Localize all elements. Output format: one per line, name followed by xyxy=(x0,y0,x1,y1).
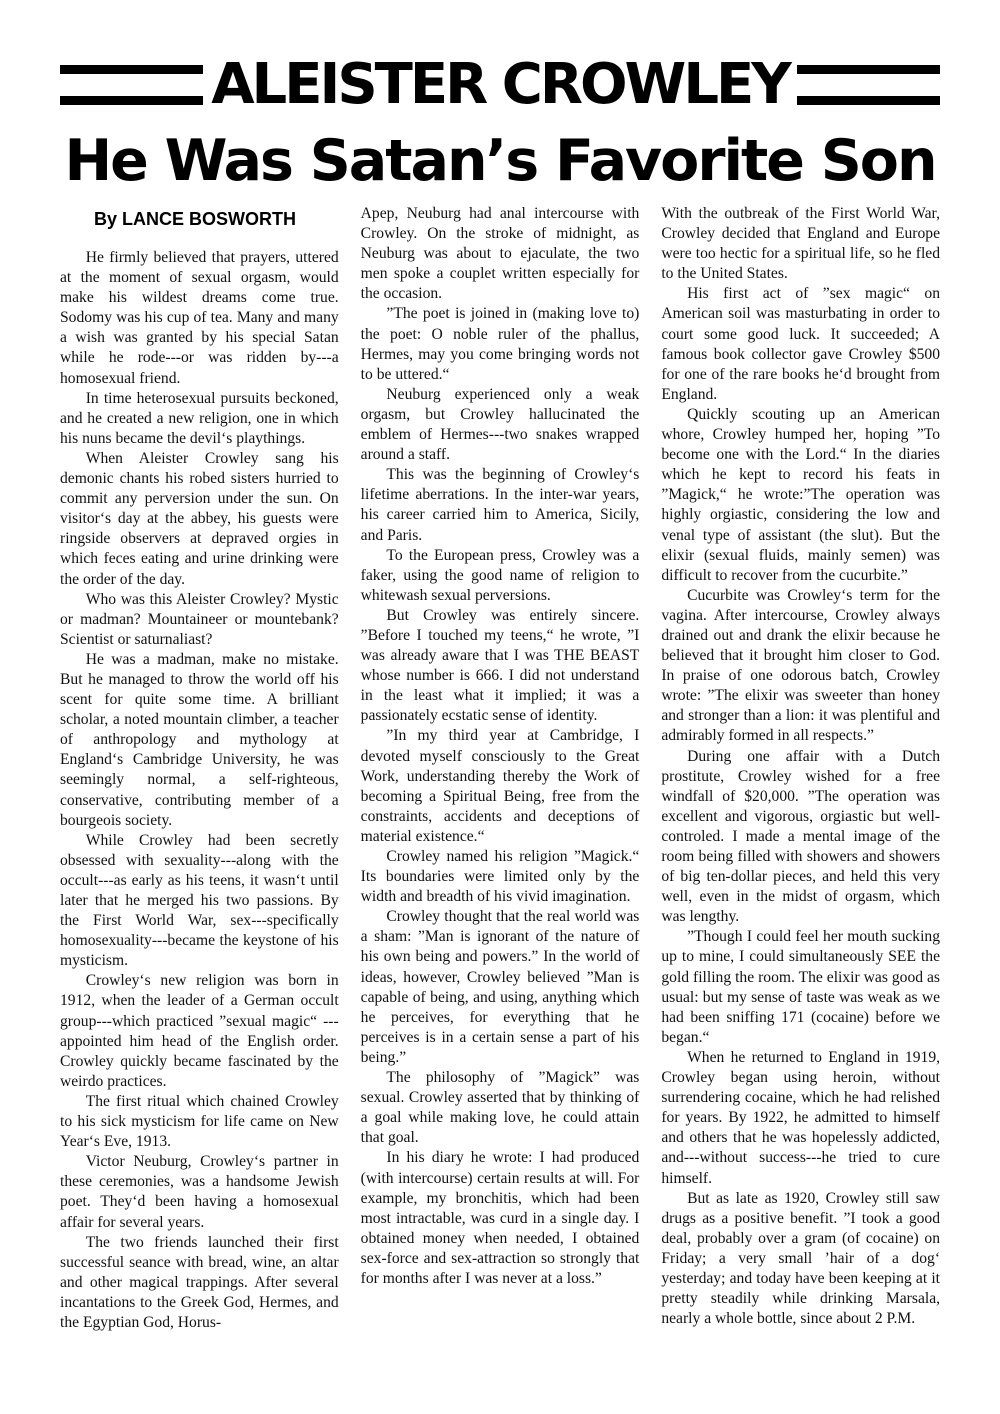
paragraph: Who was this Aleister Crowley? Mystic or madman? Mountaineer or mountebank? Scientist or saturnaliast? xyxy=(60,590,339,648)
column-3 xyxy=(661,204,940,1384)
paragraph: In time heterosexual pursuits beckoned, and he created a new religion, one in which his nuns became the devil‘s playthings. xyxy=(60,389,339,447)
paragraph: Quickly scouting up an American whore, Crowley humped her, hoping ”To become one with the Lord.“ In the diaries which he kept to record his feats in ”Magick,“ he wrote:”The operation was highly orgiastic, considering the low and venal type of assistant (the slut). But the elixir (sexual fluids, mainly semen) was difficult to recover from the cucurbite.” xyxy=(661,405,941,584)
paragraph: The two friends launched their first successful seance with bread, wine, an altar and other magical trappings. After several incantations to the Greek God, Hermes, and the Egyptian God, Horus- xyxy=(60,1233,339,1331)
paragraph: Crowley‘s new religion was born in 1912, when the leader of a German occult group---which practiced ”sexual magic“ ---appointed him head of the English order. Crowley quickly became fascinated by the weirdo practices. xyxy=(60,972,339,1090)
paragraph: His first act of ”sex magic“ on American soil was masturbating in order to court some good luck. It succeeded; A famous book collector gave Crowley $500 for one of the rare books he‘d brought from England. xyxy=(661,285,941,403)
paragraph: The philosophy of ”Magick” was sexual. Crowley asserted that by thinking of a goal while making love, he could attain that goal. xyxy=(360,1069,640,1147)
paragraph: When he returned to England in 1919, Crowley began using heroin, without surrendering cocaine, which he had relished for years. By 1922, he admitted to himself and others that he was hopelessly addicted, and---without success---he tried to cure himself. xyxy=(661,1048,941,1187)
article-body xyxy=(60,204,940,1384)
kicker-banner xyxy=(60,50,940,120)
paragraph: Neuburg experienced only a weak orgasm, but Crowley hallucinated the emblem of Hermes---two snakes wrapped around a staff. xyxy=(360,385,640,464)
paragraph: When Aleister Crowley sang his demonic chants his robed sisters hurried to commit any perversion under the sun. On visitor‘s day at the abbey, his guests were ringside observers at depraved orgies in which feces eating and urine drinking were the order of the day. xyxy=(60,449,339,588)
paragraph: To the European press, Crowley was a faker, using the good name of religion to whitewash sexual perversions. xyxy=(360,546,640,604)
paragraph: Crowley thought that the real world was a sham: ”Man is ignorant of the nature of his own being and powers.” In the world of ideas, however, Crowley believed ”Man is capable of being, and using, anything which he perceives, for everything that he perceives is in a certain sense a part of his being.” xyxy=(360,908,640,1066)
paragraph: During one affair with a Dutch prostitute, Crowley wished for a free windfall of $20,000. ”The operation was excellent and vigorous, orgiastic but well-controled. I made a mental image of the room being filled with showers and showers of big ten-dollar pieces, and held this very well, even in the midst of orgasm, which was lengthy. xyxy=(661,747,941,926)
paragraph: Cucurbite was Crowley‘s term for the vagina. After intercourse, Crowley always drained out and drank the elixir because he believed that it brought him closer to God. In praise of one odorous batch, Crowley wrote: ”The elixir was sweeter than honey and stronger than a lion: it was plentiful and admirably formed in all respects.” xyxy=(661,586,941,745)
column-2 xyxy=(361,204,640,1384)
paragraph: Apep, Neuburg had anal intercourse with Crowley. On the stroke of midnight, as Neuburg was about to ejaculate, the two men spoke a couplet written especially for the occasion. xyxy=(360,205,640,303)
paragraph: But Crowley was entirely sincere. ”Before I touched my teens,“ he wrote, ”I was already aware that I was THE BEAST whose number is 666. I did not understand in the least what it implied; it was a passionately ecstatic sense of identity. xyxy=(360,606,640,725)
column-1 xyxy=(60,204,339,1384)
paragraph: This was the beginning of Crowley‘s lifetime aberrations. In the inter-war years, his career carried him to America, Sicily, and Paris. xyxy=(360,466,640,544)
byline: By LANCE BOSWORTH xyxy=(94,209,296,229)
paragraph: He was a madman, make no mistake. But he managed to throw the world off his scent for quite some time. A brilliant scholar, a noted mountain climber, a teacher of anthropology and mythology at England‘s Cambridge University, he was seemingly normal, a self-righteous, conservative, contributing member of a bourgeois society. xyxy=(60,650,339,829)
paragraph: ”The poet is joined in (making love to) the poet: O noble ruler of the phallus, Hermes, may you come bringing words not to be uttered.“ xyxy=(360,305,640,383)
paragraph: While Crowley had been secretly obsessed with sexuality---along with the occult---as early as his teens, it wasn‘t until later that he merged his two passions. By the First World War, sex---specifically homosexuality---became the keystone of his mysticism. xyxy=(60,831,339,970)
paragraph: Crowley named his religion ”Magick.“ Its boundaries were limited only by the width and breadth of his vivid imagination. xyxy=(360,848,640,906)
kicker-title: ALEISTER CROWLEY xyxy=(211,52,789,117)
headline: He Was Satan’s Favorite Son xyxy=(64,128,936,194)
paragraph: He firmly believed that prayers, uttered at the moment of sexual orgasm, would make his wildest dreams come true. Sodomy was his cup of tea. Many and many a wish was granted by his special Satan while he rode---or was ridden by---a homosexual friend. xyxy=(60,249,339,387)
paragraph: But as late as 1920, Crowley still saw drugs as a positive benefit. ”I took a good deal, probably over a gram (of cocaine) on Friday; a very small ’hair of a dog‘ yesterday; and today have been keeping at it pretty steadily while drinking Marsala, nearly a whole bottle, since about 2 P.M. xyxy=(661,1189,941,1328)
paragraph: ”Though I could feel her mouth sucking up to mine, I could simultaneously SEE the gold filling the room. The elixir was good as usual: but my sense of taste was weak as we had been sniffing 171 (cocaine) before we began.“ xyxy=(661,928,941,1046)
paragraph: In his diary he wrote: I had produced (with intercourse) certain results at will. For example, my bronchitis, which had been most intractable, was curd in a single day. I obtained money when needed, I obtained sex-force and sex-attraction so strongly that for months after I was never at a loss.” xyxy=(360,1149,640,1287)
right-double-rule xyxy=(797,65,940,105)
paragraph: Victor Neuburg, Crowley‘s partner in these ceremonies, was a handsome Jewish poet. They‘d been having a homosexual affair for several years. xyxy=(60,1153,339,1231)
paragraph: With the outbreak of the First World War, Crowley decided that England and Europe were too hectic for a spiritual life, so he fled to the United States. xyxy=(661,205,941,283)
left-double-rule xyxy=(60,65,203,105)
paragraph: ”In my third year at Cambridge, I devoted myself consciously to the Great Work, understanding thereby the Work of becoming a Spiritual Being, free from the constraints, accidents and deceptions of material existence.“ xyxy=(360,727,640,845)
paragraph: The first ritual which chained Crowley to his sick mysticism for life came on New Year‘s Eve, 1913. xyxy=(60,1092,339,1151)
